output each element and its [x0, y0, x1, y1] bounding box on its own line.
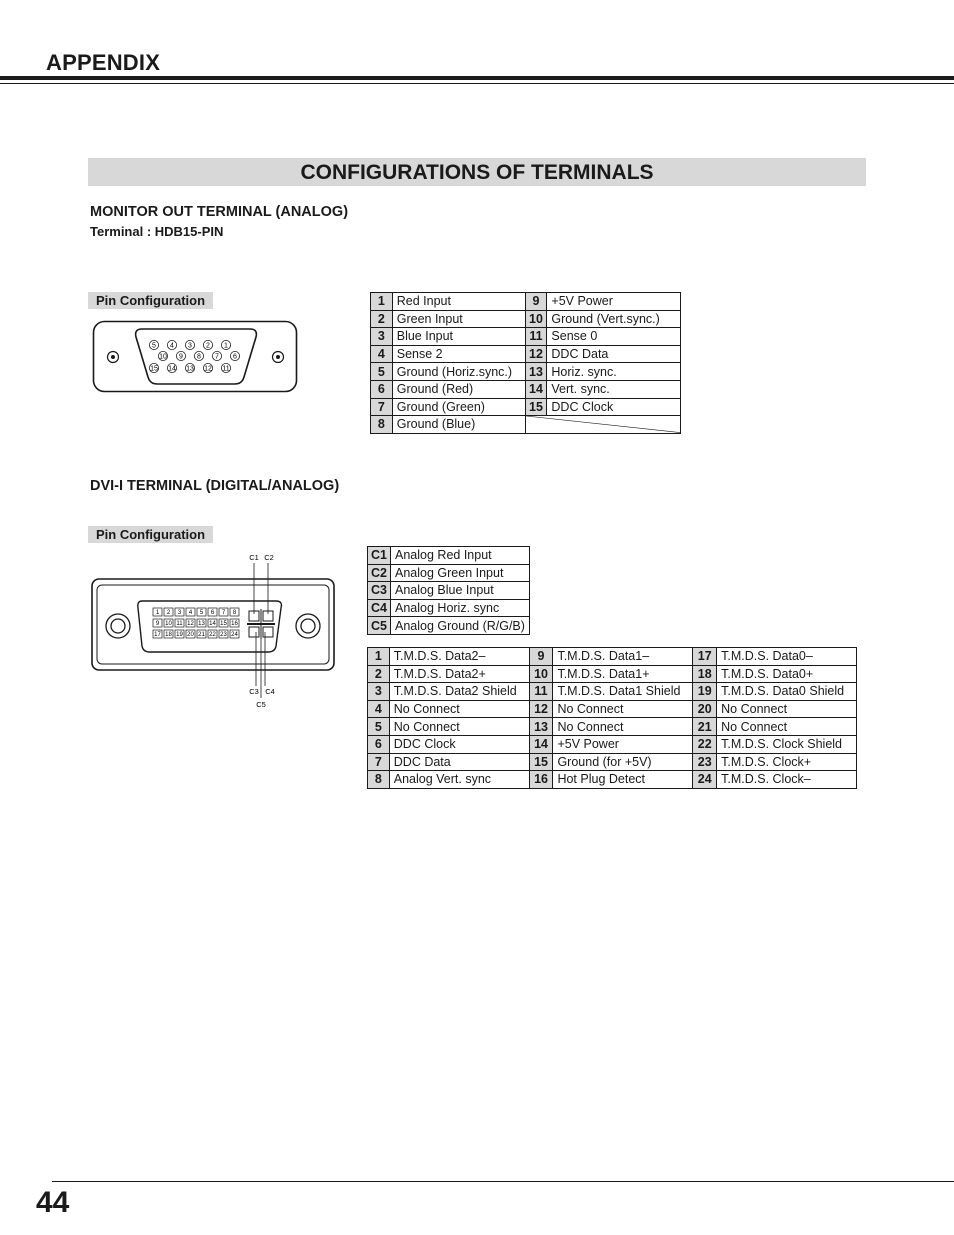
pin-signal: Analog Blue Input [391, 582, 530, 600]
pin-number: 18 [693, 665, 717, 683]
dvi-digital-pin-table [367, 647, 857, 789]
pin-number-label: 23 [220, 632, 227, 639]
pin-number: 5 [371, 363, 393, 381]
dvi-c1-label: C1 [249, 553, 259, 562]
pin-signal: T.M.D.S. Clock– [717, 771, 857, 789]
pin-number: 15 [525, 398, 547, 416]
table-row [368, 753, 857, 771]
pin-number-label: 10 [159, 353, 167, 361]
pin-number-label: 8 [197, 353, 201, 361]
page-number: 44 [36, 1186, 70, 1219]
pin-number: 11 [525, 328, 547, 346]
pin-number: 20 [693, 700, 717, 718]
dvi-c5-label: C5 [256, 700, 266, 709]
pin-number: 10 [525, 310, 547, 328]
pin-number-label: 13 [186, 365, 194, 373]
table-row [368, 547, 530, 565]
dvi-c3-label: C3 [249, 687, 259, 696]
pin-signal: Sense 2 [392, 345, 525, 363]
section-banner: CONFIGURATIONS OF TERMINALS [88, 158, 866, 186]
pin-number: 14 [529, 735, 553, 753]
table-row [368, 648, 857, 666]
pin-signal: No Connect [553, 718, 693, 736]
monitor-out-heading: MONITOR OUT TERMINAL (ANALOG) [90, 204, 349, 220]
pin-number-label: 5 [199, 610, 204, 617]
pin-signal: T.M.D.S. Data2+ [389, 665, 529, 683]
pin-signal: +5V Power [553, 735, 693, 753]
pin-number-label: 16 [231, 621, 238, 628]
pin-signal: No Connect [389, 700, 529, 718]
pin-number: 1 [371, 293, 393, 311]
pin-number-label: 14 [168, 365, 176, 373]
pin-number-label: 6 [210, 610, 215, 617]
table-row [368, 700, 857, 718]
pin-number-label: 11 [222, 365, 230, 373]
pin-number: 2 [368, 665, 390, 683]
pin-signal: T.M.D.S. Data1 Shield [553, 683, 693, 701]
monitor-out-terminal-type: Terminal : HDB15-PIN [90, 224, 224, 239]
pin-signal: Ground (Red) [392, 380, 525, 398]
pin-number: 24 [693, 771, 717, 789]
table-row [368, 665, 857, 683]
pin-signal: Analog Ground (R/G/B) [391, 617, 530, 635]
pin-number: 21 [693, 718, 717, 736]
dvi-c2-label: C2 [264, 553, 274, 562]
pin-signal: No Connect [389, 718, 529, 736]
table-row [368, 564, 530, 582]
pin-number-label: 9 [155, 621, 160, 628]
pin-signal: +5V Power [547, 293, 681, 311]
pin-signal: Ground (Vert.sync.) [547, 310, 681, 328]
pin-signal: T.M.D.S. Clock Shield [717, 735, 857, 753]
pin-signal: T.M.D.S. Clock+ [717, 753, 857, 771]
pin-number: 9 [529, 648, 553, 666]
pin-number-label: 3 [177, 610, 182, 617]
pin-number: 9 [525, 293, 547, 311]
pin-number: 1 [368, 648, 390, 666]
pin-number: 11 [529, 683, 553, 701]
pin-number-label: 13 [198, 621, 205, 628]
pin-signal: Analog Vert. sync [389, 771, 529, 789]
pin-number-label: 20 [187, 632, 194, 639]
header-rule-thin [0, 83, 954, 84]
monitor-out-pin-config-label: Pin Configuration [88, 292, 213, 309]
table-row [368, 599, 530, 617]
pin-signal: Hot Plug Detect [553, 771, 693, 789]
pin-number: 17 [693, 648, 717, 666]
dvi-heading: DVI-I TERMINAL (DIGITAL/ANALOG) [90, 478, 340, 494]
pin-signal: No Connect [717, 700, 857, 718]
pin-number-label: 1 [155, 610, 160, 617]
pin-number: 13 [525, 363, 547, 381]
pin-number: C2 [368, 564, 391, 582]
pin-number-label: 5 [152, 342, 156, 350]
dvi-c4-label: C4 [265, 687, 275, 696]
pin-number: C3 [368, 582, 391, 600]
pin-number: 12 [529, 700, 553, 718]
pin-signal: T.M.D.S. Data0+ [717, 665, 857, 683]
table-row [371, 293, 681, 311]
pin-signal: T.M.D.S. Data1+ [553, 665, 693, 683]
pin-signal: Analog Green Input [391, 564, 530, 582]
pin-number: 6 [368, 735, 390, 753]
pin-number-label: 15 [150, 365, 158, 373]
pin-signal: Ground (for +5V) [553, 753, 693, 771]
pin-signal: T.M.D.S. Data1– [553, 648, 693, 666]
pin-number-label: 17 [154, 632, 161, 639]
page-header-title: APPENDIX [46, 50, 161, 75]
table-row [371, 380, 681, 398]
pin-signal: Ground (Blue) [392, 416, 525, 434]
pin-signal: No Connect [717, 718, 857, 736]
pin-signal: T.M.D.S. Data0 Shield [717, 683, 857, 701]
header-rule [0, 76, 954, 80]
pin-number: 4 [368, 700, 390, 718]
pin-number: 14 [525, 380, 547, 398]
pin-number: 23 [693, 753, 717, 771]
pin-number-label: 4 [188, 610, 193, 617]
pin-number: 3 [371, 328, 393, 346]
table-row [368, 617, 530, 635]
pin-number-label: 2 [166, 610, 171, 617]
pin-number: 8 [368, 771, 390, 789]
pin-number-label: 14 [209, 621, 216, 628]
pin-number-label: 8 [232, 610, 237, 617]
pin-number-label: 18 [165, 632, 172, 639]
pin-number: 7 [368, 753, 390, 771]
pin-signal: DDC Clock [547, 398, 681, 416]
pin-number: 16 [529, 771, 553, 789]
table-row [368, 771, 857, 789]
pin-number-label: 15 [220, 621, 227, 628]
dvi-connector-icon [90, 548, 336, 712]
pin-number-label: 22 [209, 632, 216, 639]
pin-number: 19 [693, 683, 717, 701]
pin-signal: Sense 0 [547, 328, 681, 346]
pin-signal: DDC Data [389, 753, 529, 771]
dvi-analog-pin-table [367, 546, 530, 635]
pin-number-label: 11 [176, 621, 183, 628]
pin-signal: Analog Red Input [391, 547, 530, 565]
pin-signal: Green Input [392, 310, 525, 328]
pin-number: 3 [368, 683, 390, 701]
footer-rule [52, 1181, 954, 1182]
pin-number-label: 12 [187, 621, 194, 628]
pin-signal: Red Input [392, 293, 525, 311]
pin-signal: T.M.D.S. Data2 Shield [389, 683, 529, 701]
pin-number: 8 [371, 416, 393, 434]
vga-connector-icon [92, 320, 298, 394]
table-row [368, 735, 857, 753]
pin-number-label: 7 [221, 610, 226, 617]
table-row [371, 416, 681, 434]
pin-number: C4 [368, 599, 391, 617]
pin-number-label: 19 [176, 632, 183, 639]
pin-signal: Ground (Horiz.sync.) [392, 363, 525, 381]
pin-number: 13 [529, 718, 553, 736]
pin-number-label: 10 [165, 621, 172, 628]
pin-signal: DDC Data [547, 345, 681, 363]
table-row [368, 683, 857, 701]
table-row [371, 398, 681, 416]
pin-number-label: 12 [204, 365, 212, 373]
pin-number: C5 [368, 617, 391, 635]
pin-number-label: 6 [233, 353, 237, 361]
pin-number: 12 [525, 345, 547, 363]
pin-signal: T.M.D.S. Data0– [717, 648, 857, 666]
empty-cell [525, 416, 681, 434]
pin-number: 4 [371, 345, 393, 363]
pin-signal: DDC Clock [389, 735, 529, 753]
table-row [368, 718, 857, 736]
pin-signal: Ground (Green) [392, 398, 525, 416]
pin-number-label: 9 [179, 353, 183, 361]
pin-number-label: 2 [206, 342, 210, 350]
pin-number: 6 [371, 380, 393, 398]
pin-number: 7 [371, 398, 393, 416]
pin-number: 5 [368, 718, 390, 736]
pin-number: 2 [371, 310, 393, 328]
pin-signal: Horiz. sync. [547, 363, 681, 381]
pin-number-label: 24 [231, 632, 238, 639]
pin-number: 22 [693, 735, 717, 753]
pin-number: 15 [529, 753, 553, 771]
pin-number-label: 3 [188, 342, 192, 350]
pin-signal: Vert. sync. [547, 380, 681, 398]
table-row [371, 328, 681, 346]
table-row [371, 345, 681, 363]
pin-number: C1 [368, 547, 391, 565]
pin-signal: Blue Input [392, 328, 525, 346]
pin-signal: T.M.D.S. Data2– [389, 648, 529, 666]
pin-number-label: 1 [224, 342, 228, 350]
pin-number-label: 21 [198, 632, 205, 639]
pin-number-label: 4 [170, 342, 174, 350]
pin-number: 10 [529, 665, 553, 683]
monitor-out-pin-table [370, 292, 681, 434]
pin-signal: No Connect [553, 700, 693, 718]
table-row [371, 310, 681, 328]
dvi-pin-config-label: Pin Configuration [88, 526, 213, 543]
table-row [368, 582, 530, 600]
pin-signal: Analog Horiz. sync [391, 599, 530, 617]
pin-number-label: 7 [215, 353, 219, 361]
table-row [371, 363, 681, 381]
